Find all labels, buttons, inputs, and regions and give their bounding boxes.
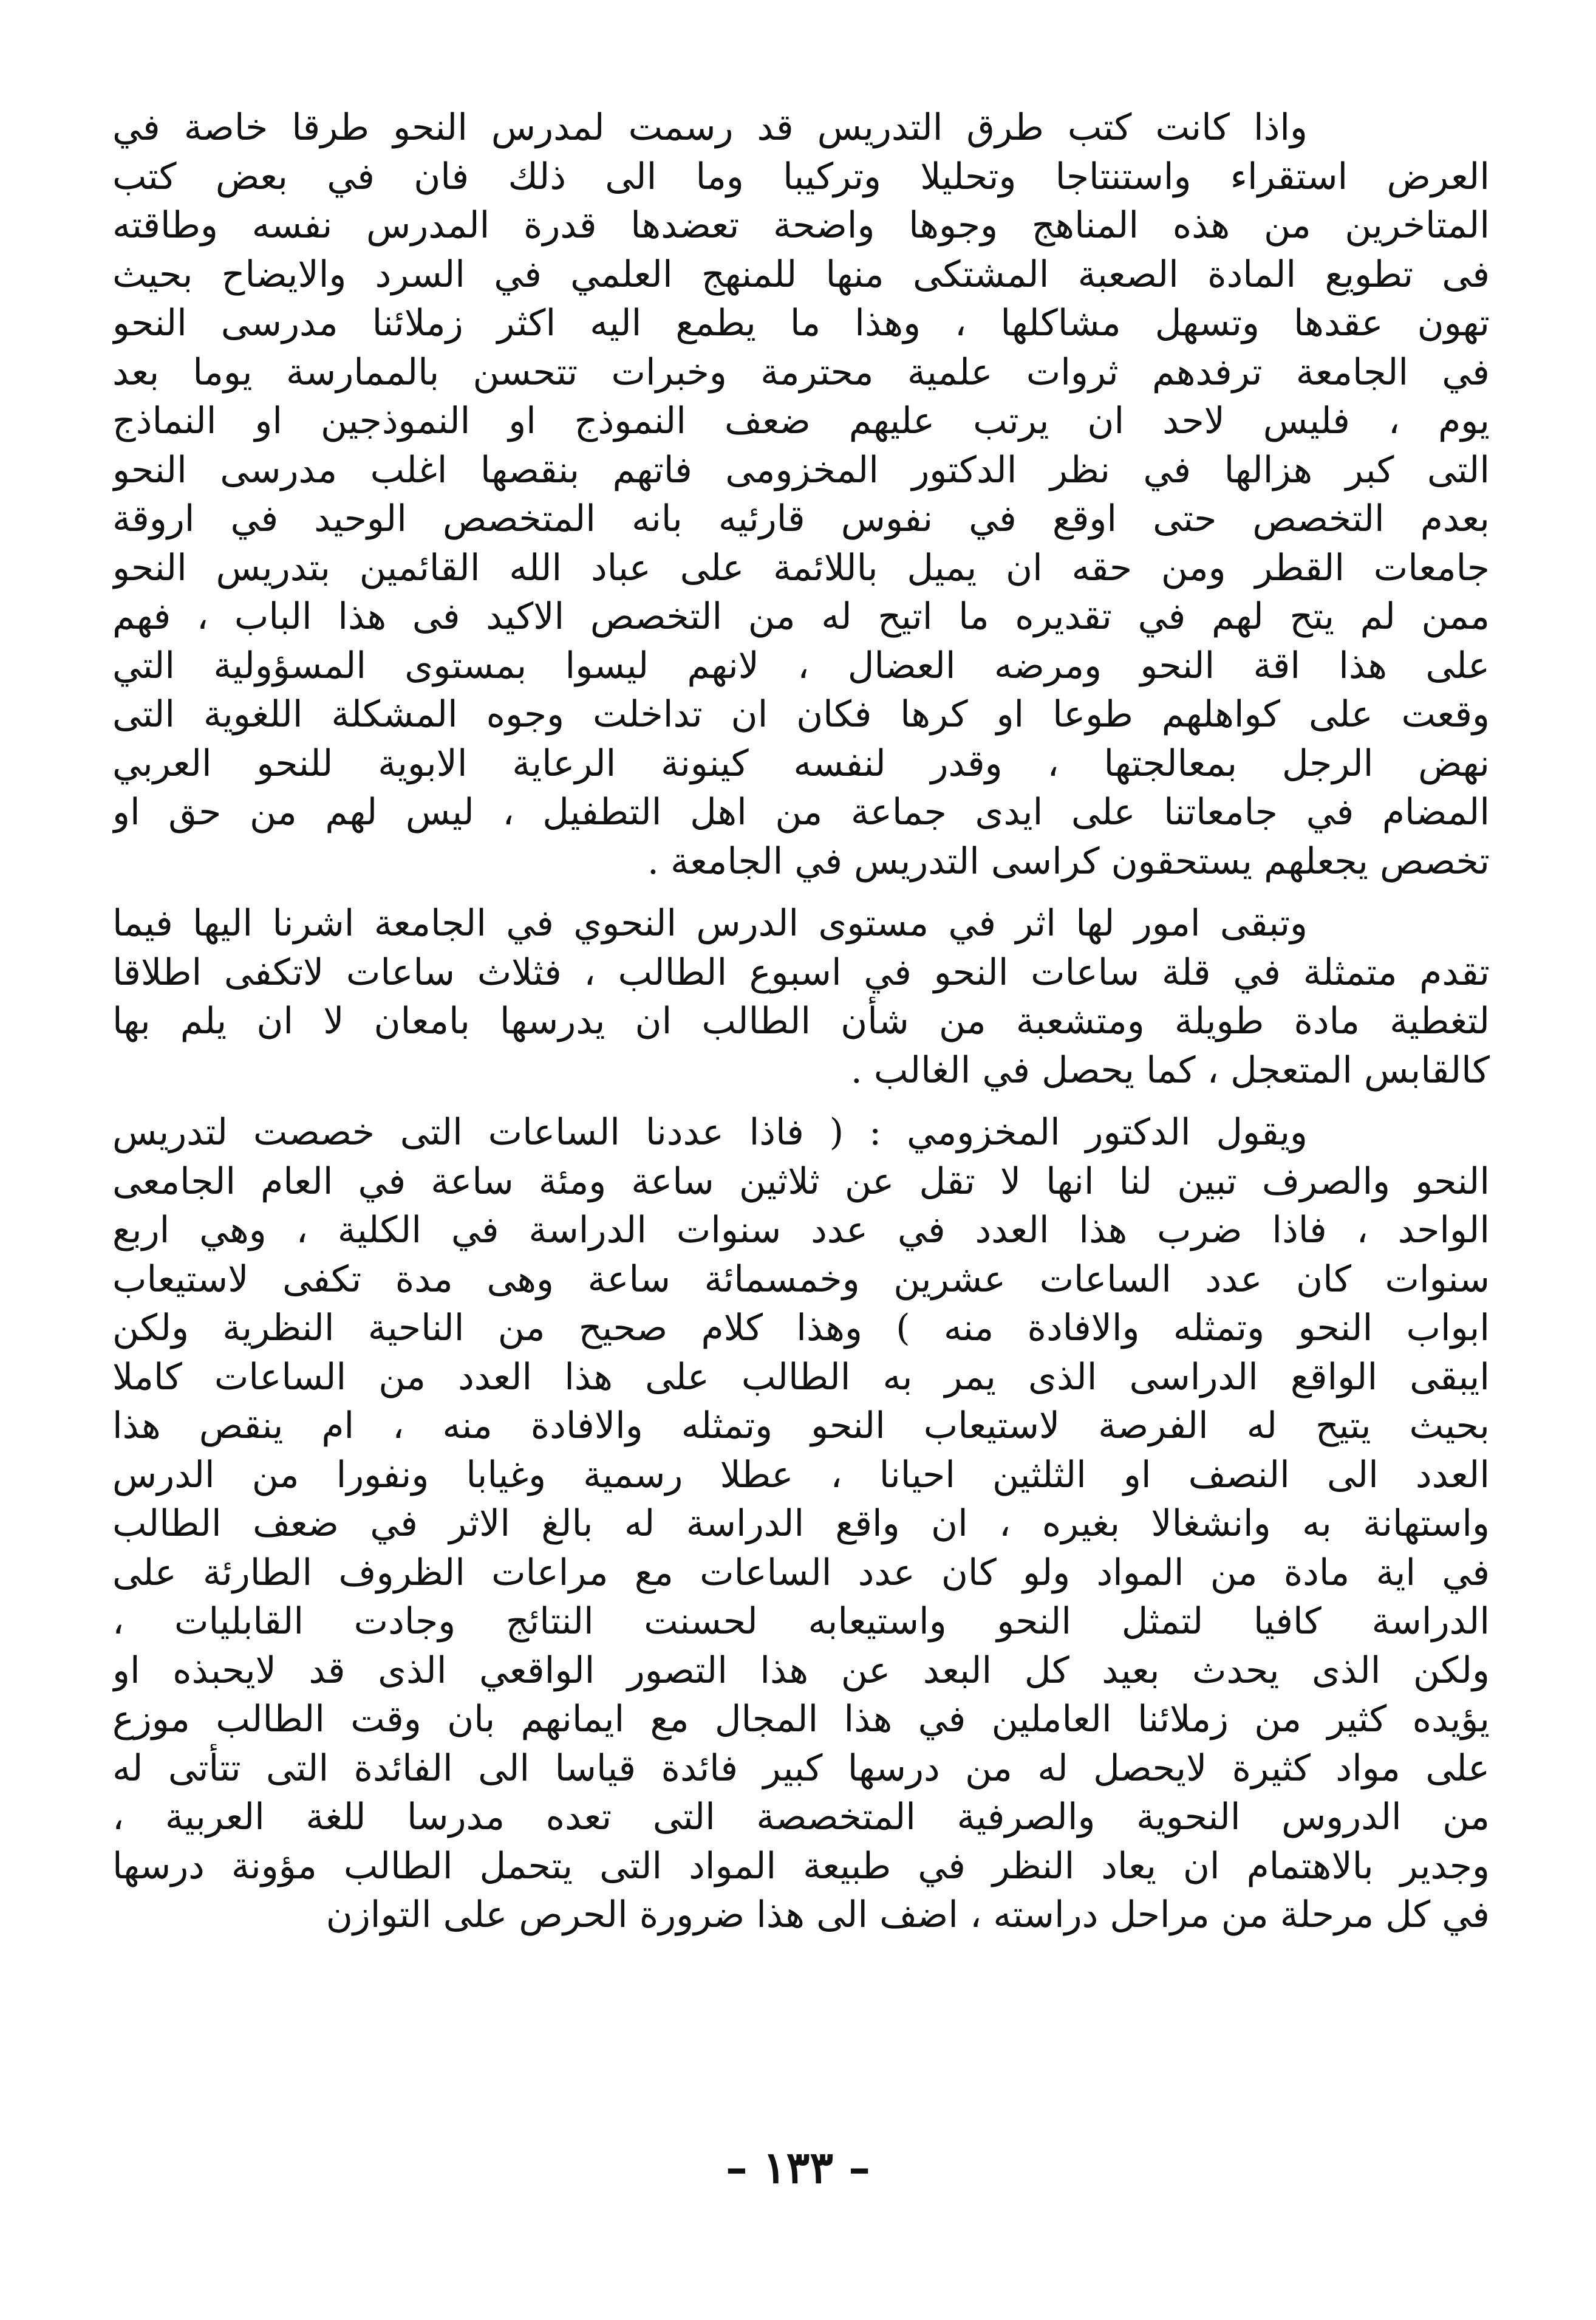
text-line: بعدم التخصص حتى اوقع في نفوس قارئيه بانه المتخصص الوحيد في اروقة [112,498,1490,540]
text-line: المتاخرين من هذه المناهج وجوها واضحة تعضدها قدرة المدرس نفسه وطاقته [112,204,1490,247]
text-line: ولكن الذى يحدث بعيد كل البعد عن هذا التصور الواقعي الذى قد لايحبذه او [112,1649,1490,1692]
text-line: كالقابس المتعجل ، كما يحصل في الغالب . [850,1049,1490,1092]
text-line: وجدير بالاهتمام ان يعاد النظر في طبيعة المواد التى يتحمل الطالب مؤونة درسها [112,1844,1490,1887]
text-line: ابواب النحو وتمثله والافادة منه ) وهذا كلام صحيح من الناحية النظرية ولكن [112,1307,1490,1349]
page-number: – ١٣٣ – [725,2141,871,2193]
text-line: في كل مرحلة من مراحل دراسته ، اضف الى هذا ضرورة الحرص على التوازن [326,1894,1490,1936]
text-line: تقدم متمثلة في قلة ساعات النحو في اسبوع الطالب ، فثلاث ساعات لاتكفى اطلاقا [112,951,1490,994]
text-line: على مواد كثيرة لايحصل له من درسها كبير فائدة قياسا الى الفائدة التى تتأتى له [112,1747,1490,1790]
text-line: ايبقى الواقع الدراسى الذى يمر به الطالب على هذا العدد من الساعات كاملا [112,1355,1490,1398]
text-line: فى تطويع المادة الصعبة المشتكى منها للمنهج العلمي في السرد والايضاح بحيث [112,253,1490,296]
text-line: سنوات كان عدد الساعات عشرين وخمسمائة ساعة وهى مدة تكفى لاستيعاب [112,1258,1490,1301]
text-line: يؤيده كثير من زملائنا العاملين في هذا المجال مع ايمانهم بان وقت الطالب موزع [112,1698,1490,1740]
body-text [112,103,1490,1940]
text-line: بحيث يتيح له الفرصة لاستيعاب النحو وتمثله والافادة منه ، ام ينقص هذا [112,1405,1490,1447]
text-line: ممن لم يتح لهم في تقديره ما اتيح له من التخصص الاكيد فى هذا الباب ، فهم [112,595,1490,638]
paragraph [112,103,1490,886]
text-line: الواحد ، فاذا ضرب هذا العدد في عدد سنوات الدراسة في الكلية ، وهي اربع [112,1209,1490,1251]
text-line: التى كبر هزالها في نظر الدكتور المخزومى فاتهم بنقصها اغلب مدرسى النحو [112,448,1490,491]
text-line: على هذا اقة النحو ومرضه العضال ، لانهم ليسوا بمستوى المسؤولية التي [112,644,1490,687]
text-line: نهض الرجل بمعالجتها ، وقدر لنفسه كينونة الرعاية الابوية للنحو العربي [112,742,1490,785]
paragraph [112,899,1490,1095]
text-line: جامعات القطر ومن حقه ان يميل باللائمة على عباد الله القائمين بتدريس النحو [112,546,1490,589]
text-line: واستهانة به وانشغالا بغيره ، ان واقع الدراسة له بالغ الاثر في ضعف الطالب [112,1502,1490,1545]
text-line: وتبقى امور لها اثر في مستوى الدرس النحوي في الجامعة اشرنا اليها فيما [112,902,1308,945]
text-line: النحو والصرف تبين لنا انها لا تقل عن ثلاثين ساعة ومئة ساعة في العام الجامعى [112,1160,1490,1203]
text-line: واذا كانت كتب طرق التدريس قد رسمت لمدرس النحو طرقا خاصة في [112,106,1308,149]
paragraph-gap [112,1095,1490,1108]
text-line: ويقول الدكتور المخزومي : ( فاذا عددنا الساعات التى خصصت لتدريس [112,1111,1308,1154]
text-line: لتغطية مادة طويلة ومتشعبة من شأن الطالب ان يدرسها بامعان لا ان يلم بها [112,1000,1490,1042]
text-line: تخصص يجعلهم يستحقون كراسى التدريس في الجامعة . [647,840,1490,883]
text-line: المضام في جامعاتنا على ايدى جماعة من اهل التطفيل ، ليس لهم من حق او [112,791,1490,833]
text-line: من الدروس النحوية والصرفية المتخصصة التى تعده مدرسا للغة العربية ، [112,1796,1490,1838]
text-line: يوم ، فليس لاحد ان يرتب عليهم ضعف النموذج او النموذجين او النماذج [112,400,1490,442]
text-line: وقعت على كواهلهم طوعا او كرها فكان ان تداخلت وجوه المشكلة اللغوية التى [112,693,1490,736]
paragraph [112,1108,1490,1940]
text-line: في الجامعة ترفدهم ثروات علمية محترمة وخبرات تتحسن بالممارسة يوما بعد [112,351,1490,394]
text-line: الدراسة كافيا لتمثل النحو واستيعابه لحسنت النتائج وجادت القابليات ، [112,1600,1490,1643]
text-line: العدد الى النصف او الثلثين احيانا ، عطلا رسمية وغيابا ونفورا من الدرس [112,1453,1490,1496]
text-line: في اية مادة من المواد ولو كان عدد الساعات مع مراعات الظروف الطارئة على [112,1551,1490,1594]
text-line: تهون عقدها وتسهل مشاكلها ، وهذا ما يطمع اليه اكثر زملائنا مدرسى النحو [112,302,1490,344]
text-line: العرض استقراء واستنتاجا وتحليلا وتركيبا وما الى ذلك فان في بعض كتب [112,155,1490,198]
paragraph-gap [112,886,1490,899]
